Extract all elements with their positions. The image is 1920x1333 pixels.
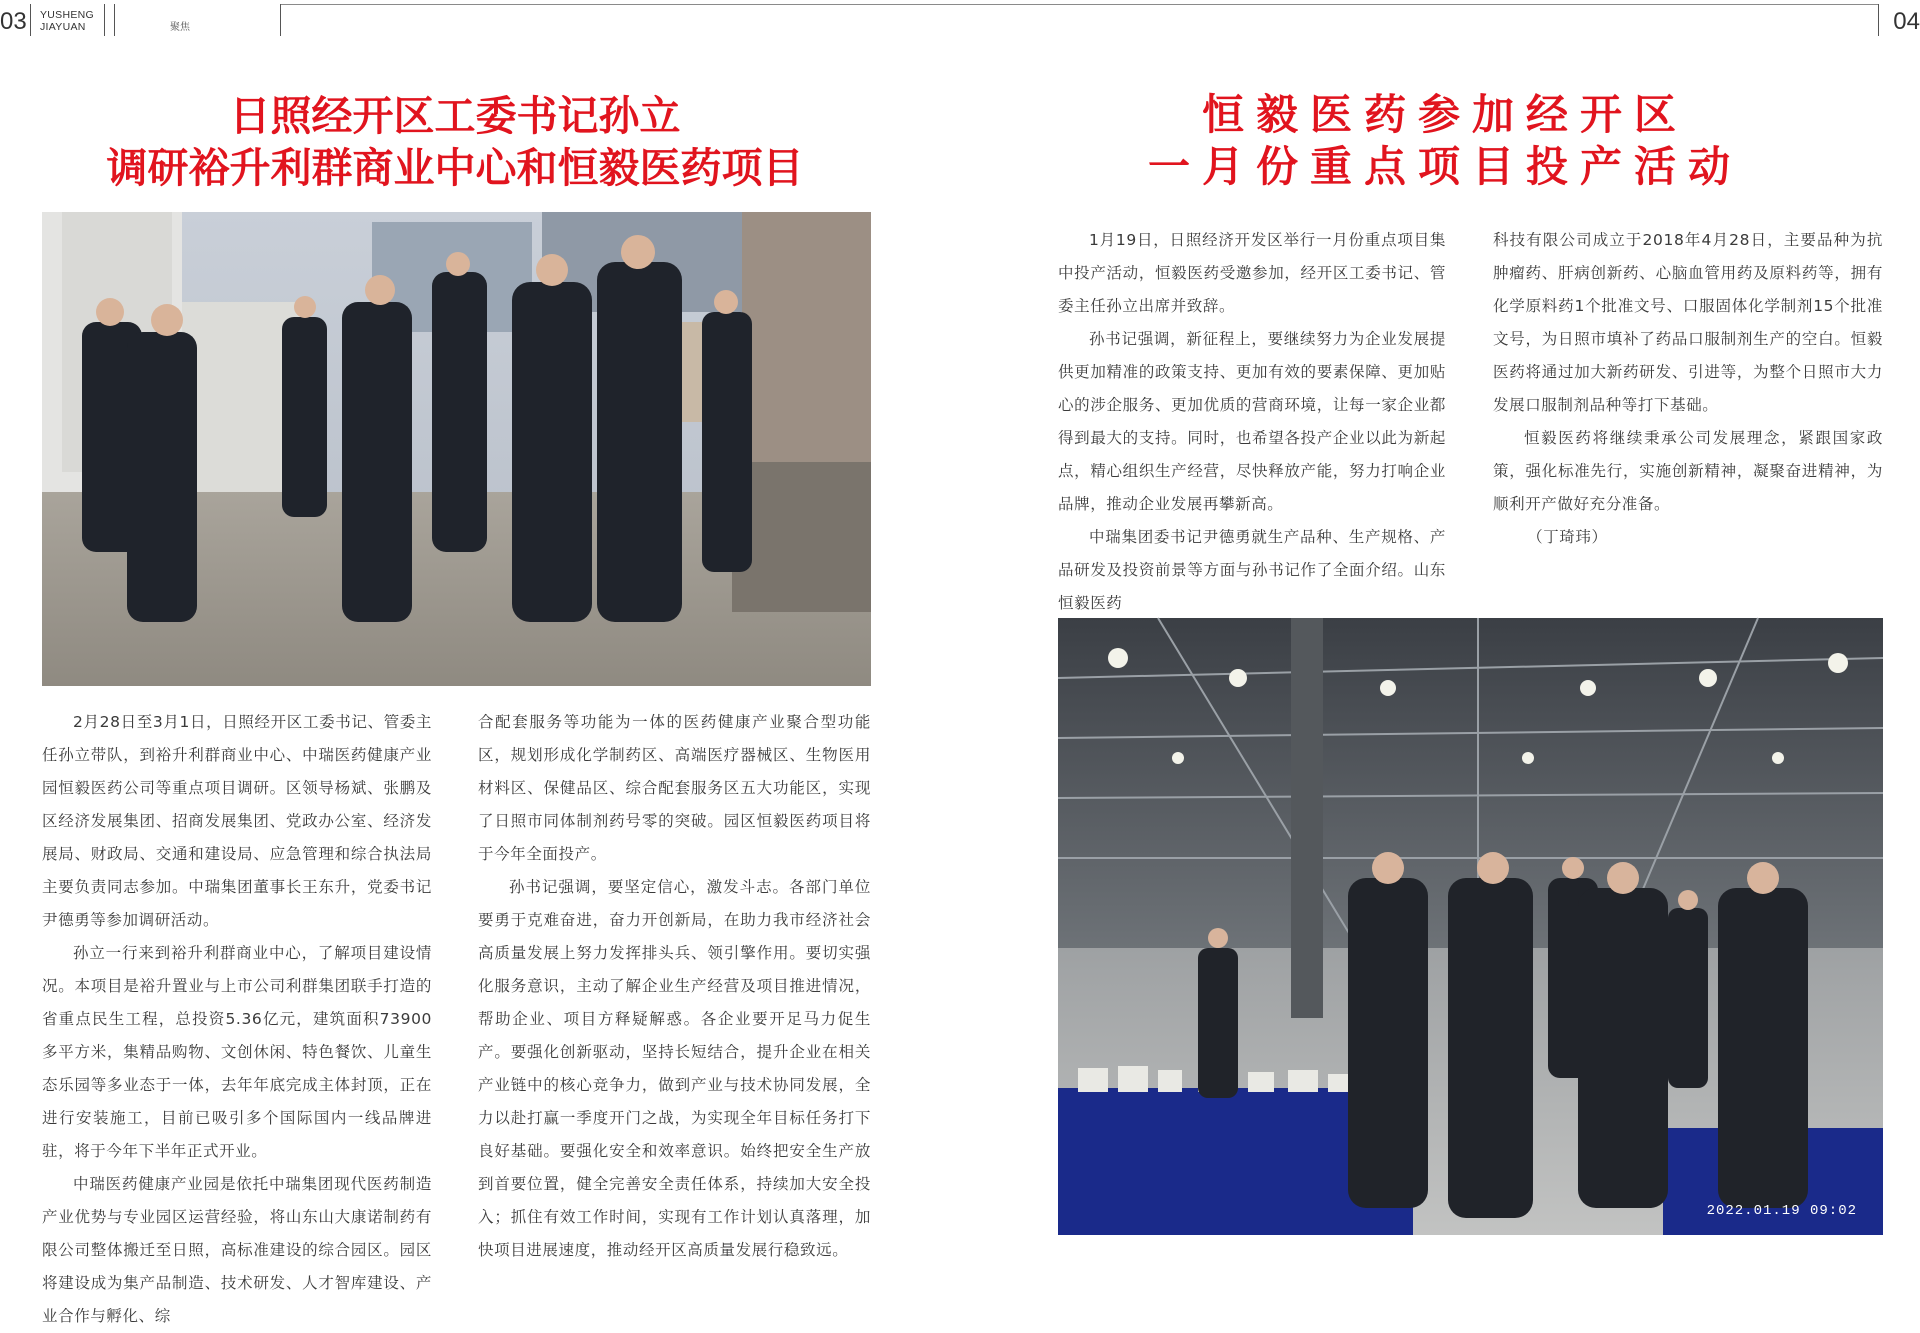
header-divider bbox=[280, 4, 281, 36]
paragraph: 合配套服务等功能为一体的医药健康产业聚合型功能区，规划形成化学制药区、高端医疗器械区、生物医用材料区、保健品区、综合配套服务区五大功能区，实现了日照市同体制剂药号零的突破。园区恒毅医药项目将于今年全面投产。 bbox=[478, 713, 871, 863]
left-title-line-2: 调研裕升利群商业中心和恒毅医药项目 bbox=[106, 144, 804, 192]
factory-event-photo-scene bbox=[1058, 618, 1883, 1235]
paragraph: 孙书记强调，要坚定信心，激发斗志。各部门单位要勇于克难奋进，奋力开创新局，在助力我市经济社会高质量发展上努力发挥排头兵、领引擎作用。要切实强化服务意识，主动了解企业生产经营及项目推进情况，帮助企业、项目方释疑解惑。各企业要开足马力促生产。要强化创新驱动，坚持长短结合，提升企业在相关产业链中的核心竞争力，做到产业与技术协同发展，全力以赴打赢一季度开门之战，为实现全年目标任务打下良好基础。要强化安全和效率意识。始终把安全生产放到首要位置，健全完善安全责任体系，持续加大安全投入；抓住有效工作时间，实现有工作计划认真落理，加快项目进展速度，推动经开区高质量发展行稳致远。 bbox=[478, 878, 871, 1259]
right-article-column-2 bbox=[1493, 224, 1883, 554]
header-divider bbox=[1878, 4, 1879, 36]
section-label: 聚焦 bbox=[170, 22, 190, 33]
brand-line-1: YUSHENG bbox=[40, 9, 95, 21]
left-article-title bbox=[40, 92, 870, 192]
left-article-column-2 bbox=[478, 706, 871, 1267]
paragraph: 科技有限公司成立于2018年4月28日，主要品种为抗肿瘤药、肝病创新药、心脑血管用药及原料药等，拥有化学原料药1个批准文号、口服固体化学制剂15个批准文号，为日照市填补了药品口服制剂生产的空白。恒毅医药将通过加大新药研发、引进等，为整个日照市大力发展口服制剂品种等打下基础。 bbox=[1493, 231, 1883, 414]
left-article-column-1 bbox=[42, 706, 432, 1333]
header-divider bbox=[104, 4, 105, 36]
paragraph: 孙书记强调，新征程上，要继续努力为企业发展提供更加精准的政策支持、更加有效的要素保障、更加贴心的涉企服务、更加优质的营商环境，让每一家企业都得到最大的支持。同时，也希望各投产企业以此为新起点，精心组织生产经营，尽快释放产能，努力打响企业品牌，推动企业发展再攀新高。 bbox=[1058, 330, 1446, 513]
paragraph: 恒毅医药将继续秉承公司发展理念，紧跟国家政策，强化标准先行，实施创新精神，凝聚奋进精神，为顺利开产做好充分准备。 bbox=[1493, 429, 1883, 513]
right-title-line-2: 一月份重点项目投产活动 bbox=[1147, 142, 1742, 191]
site-visit-photo-scene bbox=[42, 212, 871, 686]
brand-logo-text bbox=[40, 9, 94, 33]
header-divider bbox=[114, 4, 115, 36]
page-header bbox=[0, 0, 1920, 42]
paragraph: 中瑞医药健康产业园是依托中瑞集团现代医药制造产业优势与专业园区运营经验，将山东山大康诺制药有限公司整体搬迁至日照，高标准建设的综合园区。园区将建设成为集产品制造、技术研发、人才智库建设、产业合作与孵化、综 bbox=[42, 1175, 432, 1325]
author-signature: （丁琦玮） bbox=[1527, 528, 1608, 546]
paragraph: 中瑞集团委书记尹德勇就生产品种、生产规格、产品研发及投资前景等方面与孙书记作了全面介绍。山东恒毅医药 bbox=[1058, 528, 1446, 612]
header-rule bbox=[280, 4, 1878, 5]
brand-line-2: JIAYUAN bbox=[40, 21, 86, 33]
photo-timestamp: 2022.01.19 09:02 bbox=[1706, 1203, 1857, 1219]
paragraph: 1月19日，日照经济开发区举行一月份重点项目集中投产活动，恒毅医药受邀参加，经开区工委书记、管委主任孙立出席并致辞。 bbox=[1058, 231, 1446, 315]
header-divider bbox=[30, 4, 31, 36]
left-title-line-1: 日照经开区工委书记孙立 bbox=[229, 92, 681, 140]
factory-event-photo bbox=[1058, 618, 1883, 1235]
right-article-column-1 bbox=[1058, 224, 1446, 620]
paragraph: 2月28日至3月1日，日照经开区工委书记、管委主任孙立带队，到裕升利群商业中心、中瑞医药健康产业园恒毅医药公司等重点项目调研。区领导杨斌、张鹏及区经济发展集团、招商发展集团、党政办公室、经济发展局、财政局、交通和建设局、应急管理和综合执法局主要负责同志参加。中瑞集团董事长王东升，党委书记尹德勇等参加调研活动。 bbox=[42, 713, 432, 929]
paragraph: 孙立一行来到裕升利群商业中心，了解项目建设情况。本项目是裕升置业与上市公司利群集团联手打造的省重点民生工程，总投资5.36亿元，建筑面积73900多平方米，集精品购物、文创休闲、特色餐饮、儿童生态乐园等多业态于一体，去年年底完成主体封顶，正在进行安装施工，目前已吸引多个国际国内一线品牌进驻，将于今年下半年正式开业。 bbox=[42, 944, 432, 1160]
page-number-right: 04 bbox=[1893, 8, 1920, 35]
right-title-line-1: 恒毅医药参加经开区 bbox=[1201, 90, 1688, 139]
page-number-left: 03 bbox=[0, 8, 27, 35]
right-article-title bbox=[1095, 90, 1795, 191]
site-visit-photo bbox=[42, 212, 871, 686]
